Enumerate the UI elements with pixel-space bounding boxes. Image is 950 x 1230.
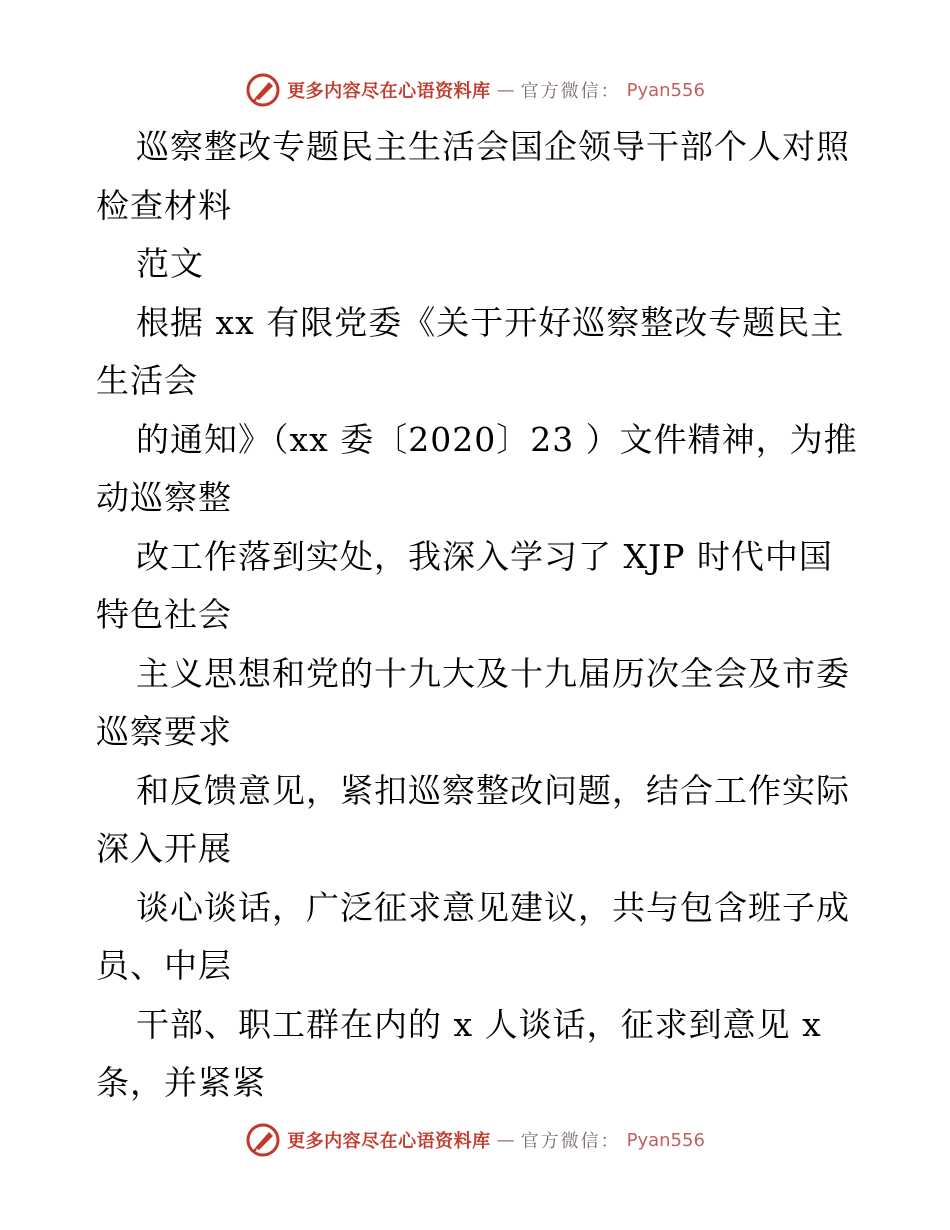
text-line: 和反馈意见，紧扣巡察整改问题，结合工作实际 xyxy=(136,770,850,810)
pen-logo-icon xyxy=(245,1122,281,1158)
text-line: 改工作落到实处，我深入学习了 XJP 时代中国 xyxy=(136,536,833,576)
text-line: 检查材料 xyxy=(96,185,232,225)
watermark-separator: — xyxy=(496,79,515,101)
watermark-footer xyxy=(0,1120,950,1160)
text-line: 巡察整改专题民主生活会国企领导干部个人对照 xyxy=(136,127,850,166)
text-line: 特色社会 xyxy=(96,595,232,634)
watermark-main-text: 更多内容尽在心语资料库 xyxy=(287,81,491,102)
watermark-header xyxy=(0,70,950,110)
watermark-official-label: 官方微信： xyxy=(520,81,621,102)
text-line: 巡察要求 xyxy=(96,712,232,751)
watermark-official-label: 官方微信： xyxy=(520,1131,621,1152)
watermark-separator: — xyxy=(496,1129,515,1151)
watermark-wechat-id: Pyan556 xyxy=(626,79,705,101)
text-line: 动巡察整 xyxy=(96,478,232,517)
text-line: 根据 xx 有限党委《关于开好巡察整改专题民主 xyxy=(136,302,845,342)
text-line: 谈心谈话，广泛征求意见建议，共与包含班子成 xyxy=(136,887,850,927)
text-line: 条，并紧紧 xyxy=(96,1063,266,1102)
text-line: 深入开展 xyxy=(96,829,232,868)
pen-logo-icon xyxy=(245,72,281,108)
text-line: 员、中层 xyxy=(96,946,232,985)
watermark-wechat-id: Pyan556 xyxy=(626,1129,705,1151)
watermark-main-text: 更多内容尽在心语资料库 xyxy=(287,1131,491,1152)
text-line: 主义思想和党的十九大及十九届历次全会及市委 xyxy=(136,653,850,693)
document-body xyxy=(96,118,856,1113)
text-line: 生活会 xyxy=(96,361,198,400)
text-line: 干部、职工群在内的 x 人谈话，征求到意见 x xyxy=(136,1004,822,1044)
text-line: 范文 xyxy=(136,244,204,283)
text-line: 的通知》（xx 委〔2020〕23 ）文件精神，为推 xyxy=(136,419,858,459)
